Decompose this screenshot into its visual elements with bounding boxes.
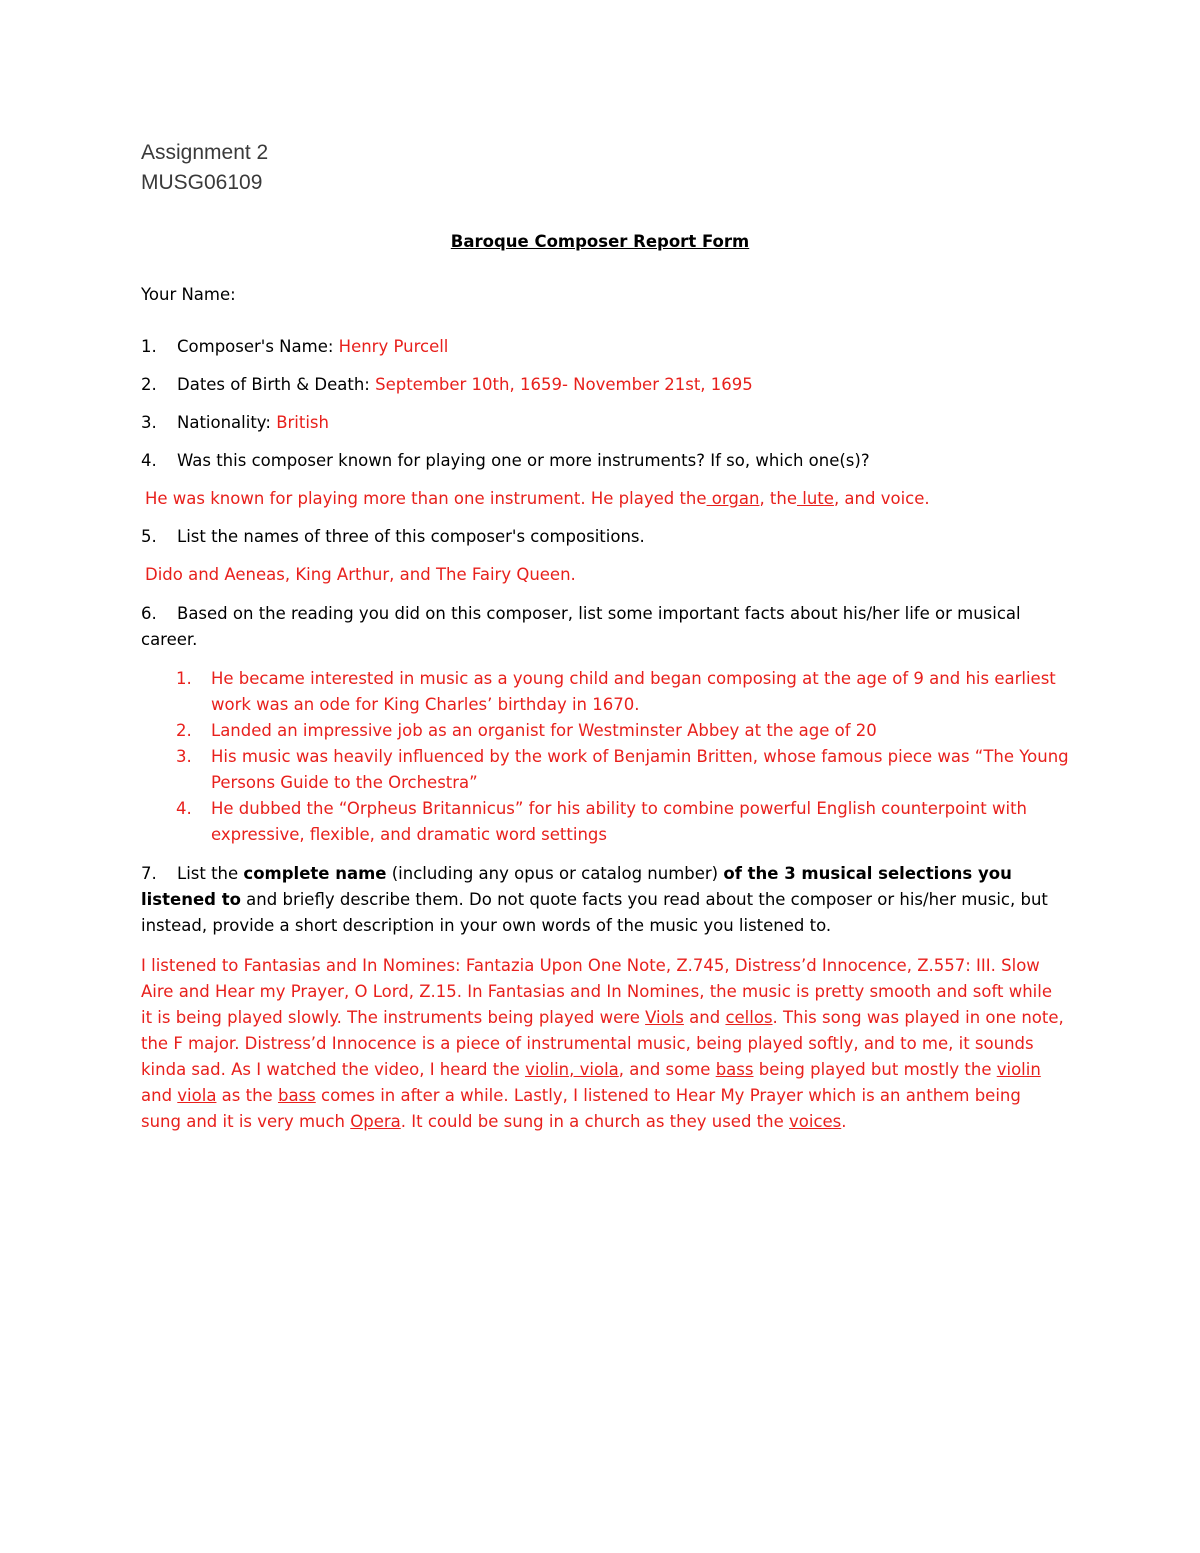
fact-text: His music was heavily influenced by the work of Benjamin Britten, whose famous piece was “The Young Persons Guide to the Orchestra” — [211, 747, 1069, 792]
underlined-word: violin, viola — [525, 1060, 619, 1079]
question-number: 1. — [141, 337, 157, 356]
answer-text: He was known for playing more than one instrument. He played the — [145, 489, 707, 508]
fact-text: Landed an impressive job as an organist for Westminster Abbey at the age of 20 — [211, 721, 877, 740]
fact-text: He dubbed the “Orpheus Britannicus” for his ability to combine powerful English counterpoint with expressive, flexible, and dramatic word settings — [211, 799, 1028, 844]
fact-text: He became interested in music as a young child and began composing at the age of 9 and his earliest work was an ode for King Charles’ birthday in 1670. — [211, 669, 1056, 714]
underlined-word: Viols — [645, 1008, 684, 1027]
underlined-word: bass — [715, 1060, 754, 1079]
answer-text: . It could be sung in a church as they used the — [400, 1112, 789, 1131]
underlined-word: voices — [789, 1112, 842, 1131]
answer-text: as the — [216, 1086, 278, 1105]
answer-text: comes in after a while. Lastly, I listened to Hear My Prayer which is an anthem being sung and it is very much — [141, 1086, 1021, 1131]
answer-text: September 10th, 1659- November 21st, 1695 — [375, 375, 753, 394]
question-text: Was this composer known for playing one or more instruments? If so, which one(s)? — [177, 451, 870, 470]
question-6 — [141, 601, 1066, 653]
fact-number: 4. — [176, 799, 192, 818]
form-title: Baroque Composer Report Form — [450, 232, 750, 251]
answer-text: , and some — [618, 1060, 716, 1079]
answer-text: and — [141, 1086, 178, 1105]
question-4 — [141, 451, 870, 470]
fact-number: 3. — [176, 747, 192, 766]
assignment-title: Assignment 2 — [141, 141, 269, 164]
question-5 — [141, 527, 645, 546]
answer-text: and — [683, 1008, 726, 1027]
question-number: 4. — [141, 451, 157, 470]
underlined-word: violin — [996, 1060, 1041, 1079]
question-1 — [141, 337, 448, 356]
answer-text: , and voice. — [833, 489, 930, 508]
course-code: MUSG06109 — [141, 171, 263, 194]
fact-item — [176, 796, 1076, 848]
answer-7 — [141, 953, 1066, 1135]
question-label: Dates of Birth & Death: — [177, 375, 376, 394]
answer-text: being played but mostly the — [753, 1060, 997, 1079]
underlined-word: viola — [177, 1086, 217, 1105]
fact-item — [176, 666, 1076, 718]
question-3 — [141, 413, 329, 432]
question-number: 6. — [141, 604, 157, 623]
answer-text: . This song was played in one note, the F major. Distress’d Innocence is a piece of instrumental music, being played softly, and to me, it sounds kinda sad. As I watched the video, I heard the — [141, 1008, 1064, 1079]
question-text-bold: complete name — [243, 864, 387, 883]
question-label: Nationality: — [177, 413, 277, 432]
question-text-bold: of the 3 musical selections you listened to — [141, 864, 1012, 909]
question-text: and briefly describe them. Do not quote facts you read about the composer or his/her music, but instead, provide a short description in your own words of the music you listened to. — [141, 890, 1048, 935]
answer-text: . — [841, 1112, 847, 1131]
question-text: Based on the reading you did on this composer, list some important facts about his/her life or musical career. — [141, 604, 1021, 649]
fact-item — [176, 744, 1076, 796]
question-number: 3. — [141, 413, 157, 432]
question-text: List the — [177, 864, 244, 883]
underlined-word: bass — [277, 1086, 316, 1105]
answer-text: British — [276, 413, 329, 432]
question-number: 5. — [141, 527, 157, 546]
question-7 — [141, 861, 1066, 939]
question-2 — [141, 375, 753, 394]
underlined-word: organ — [706, 489, 760, 508]
fact-item — [176, 718, 1076, 744]
question-label: Composer's Name: — [177, 337, 339, 356]
question-text: List the names of three of this composer's compositions. — [177, 527, 645, 546]
question-text: (including any opus or catalog number) — [386, 864, 724, 883]
underlined-word: lute — [797, 489, 834, 508]
your-name-label: Your Name: — [141, 285, 236, 304]
question-number: 2. — [141, 375, 157, 394]
answer-text: I listened to Fantasias and In Nomines: Fantazia Upon One Note, Z.745, Distress’d Innocence, Z.557: III. Slow Aire and Hear my Prayer, O Lord, Z.15. In Fantasias and In Nomines, the music is pretty smooth and soft while it is being played slowly. The instruments being played were — [141, 956, 1052, 1027]
answer-4 — [145, 489, 930, 508]
answer-text: Henry Purcell — [338, 337, 449, 356]
fact-number: 1. — [176, 669, 192, 688]
fact-number: 2. — [176, 721, 192, 740]
underlined-word: Opera — [350, 1112, 401, 1131]
question-number: 7. — [141, 864, 157, 883]
answer-5: Dido and Aeneas, King Arthur, and The Fairy Queen. — [145, 565, 576, 584]
underlined-word: cellos — [725, 1008, 773, 1027]
answer-text: , the — [759, 489, 798, 508]
